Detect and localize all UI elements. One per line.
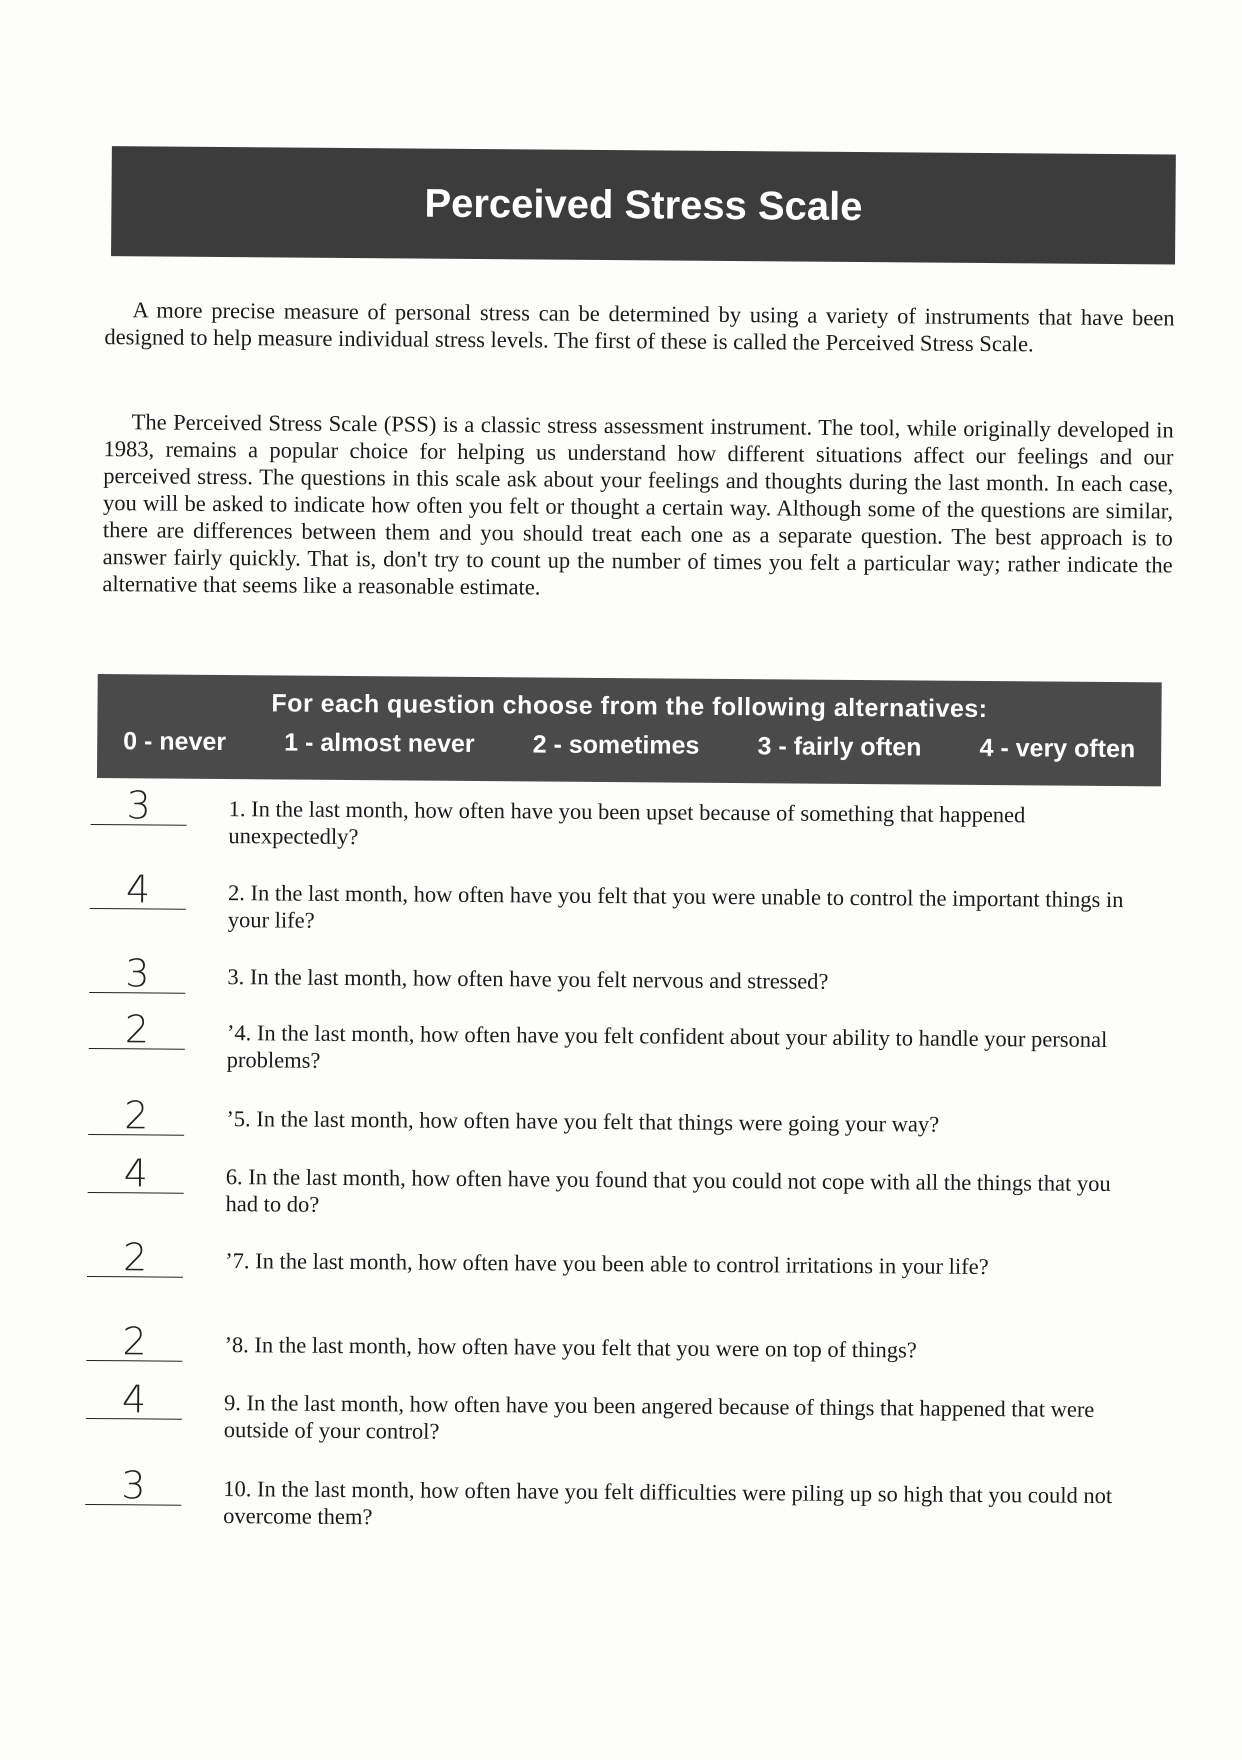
option-4: 4 - very often [979,733,1136,764]
description-text: The Perceived Stress Scale (PSS) is a classic stress assessment instrument. The tool, while originally developed in 1983, remains a popular choice for helping us understand how different situations affect our feelings and our perceived stress. The questions in this scale ask about your feelings and thoughts during the last month. In each case, you will be asked to indicate how often you felt or thought a certain way. Although some of the questions are similar, there are differences between them and you should treat each one as a separate question. The best approach is to answer fairly quickly. That is, don't try to count up the number of times you felt a particular way; rather indicate the alternative that seems like a reasonable estimate. [102,409,1174,600]
question-text: ’4. In the last month, how often have you felt confident about your ability to handle your personal problems? [226,1020,1108,1073]
question-text: 6. In the last month, how often have you found that you could not cope with all the things that you had to do? [225,1164,1111,1217]
question-item [90,867,1171,948]
question-text: ’5. In the last month, how often have you felt that things were going your way? [226,1106,940,1137]
question-text: 3. In the last month, how often have you felt nervous and stressed? [227,964,829,994]
answer-field[interactable]: 4 [86,1380,182,1420]
answer-field[interactable]: 2 [86,1322,182,1362]
question-item [90,783,1171,864]
question-text: ’8. In the last month, how often have you felt that you were on top of things? [224,1332,917,1363]
question-item [89,1007,1170,1088]
title-banner [111,146,1176,264]
intro-paragraph [104,296,1174,358]
answer-field[interactable]: 3 [89,954,185,994]
alternatives-banner [97,674,1162,786]
question-item [85,1463,1166,1544]
question-text: 10. In the last month, how often have you felt difficulties were piling up so high that you could not overcome them? [223,1476,1113,1530]
answer-field[interactable]: 4 [88,1154,184,1194]
description-paragraph [102,408,1173,605]
question-item [87,1151,1168,1232]
option-2: 2 - sometimes [532,730,700,760]
answer-field[interactable]: 4 [90,870,186,910]
question-item [86,1377,1167,1458]
question-text: ’7. In the last month, how often have you been able to control irritations in your life? [225,1248,989,1280]
intro-text: A more precise measure of personal stress can be determined by using a variety of instruments that have been designed to help measure individual stress levels. The first of these is called the Perceived Stress Scale. [104,297,1175,357]
alternatives-heading: For each question choose from the following alternatives: [271,689,988,724]
answer-field[interactable]: 2 [89,1010,185,1050]
question-text: 1. In the last month, how often have you been upset because of something that happened unexpectedly? [228,796,1026,850]
question-text: 9. In the last month, how often have you been angered because of things that happened that were outside of your control? [223,1390,1095,1444]
option-3: 3 - fairly often [757,732,922,762]
answer-field[interactable]: 3 [91,786,187,826]
option-1: 1 - almost never [284,728,475,759]
question-item [87,1235,1168,1316]
answer-field[interactable]: 3 [85,1466,181,1506]
page-title: Perceived Stress Scale [424,181,863,229]
answer-field[interactable]: 2 [87,1238,183,1278]
question-text: 2. In the last month, how often have you felt that you were unable to control the important things in your life? [227,880,1124,933]
option-0: 0 - never [123,727,227,757]
answer-field[interactable]: 2 [88,1096,184,1136]
